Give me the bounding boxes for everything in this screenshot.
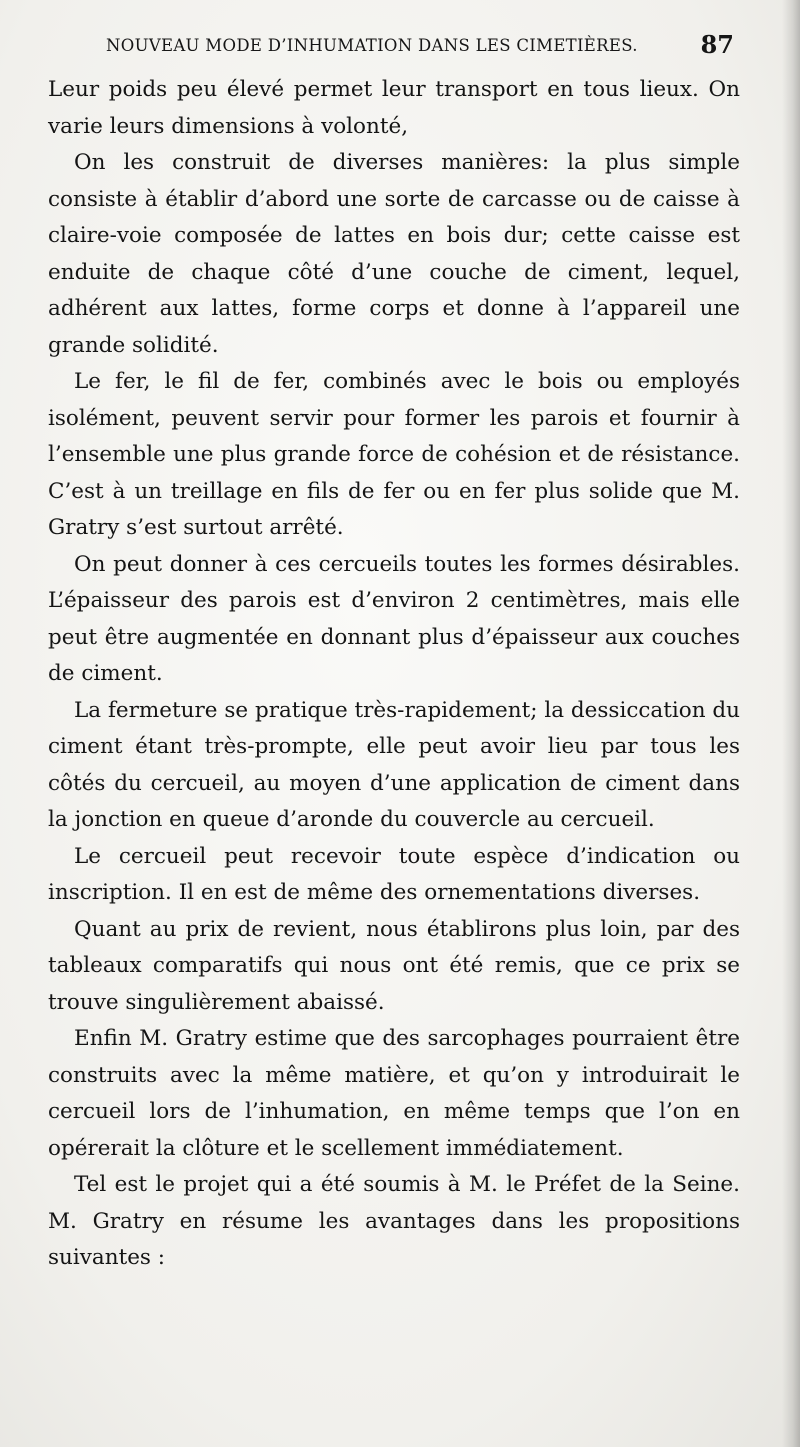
paragraph: Le cercueil peut recevoir toute espèce d’indication ou inscription. Il en est de même des ornementations diverses. (48, 843, 740, 905)
paragraph: On peut donner à ces cercueils toutes les formes désirables. L’épaisseur des parois est d’environ 2 centimètres, mais elle peut être augmentée en donnant plus d’épaisseur aux couches de ciment. (48, 551, 740, 686)
page-header (48, 28, 738, 62)
page-body (48, 72, 740, 1277)
page-number: 87 (700, 30, 734, 59)
paragraph: La fermeture se pratique très-rapidement; la dessiccation du ciment étant très-prompte, elle peut avoir lieu par tous les côtés du cercueil, au moyen d’une application de ciment dans la jonction en queue d’aronde du couvercle au cercueil. (48, 697, 740, 832)
paragraph: Enfin M. Gratry estime que des sarcophages pourraient être construits avec la même matière, et qu’on y introduirait le cercueil lors de l’inhumation, en même temps que l’on en opérerait la clôture et le scellement immédiatement. (48, 1026, 740, 1161)
paragraph: Tel est le projet qui a été soumis à M. le Préfet de la Seine. M. Gratry en résume les avantages dans les propositions suivantes : (48, 1172, 740, 1270)
page-edge-shadow (782, 0, 800, 1447)
paragraph: Le fer, le fil de fer, combinés avec le bois ou employés isolément, peuvent servir pour former les parois et fournir à l’ensemble une plus grande force de cohésion et de résistance. C’est à un treillage en fils de fer ou en fer plus solide que M. Gratry s’est surtout arrêté. (48, 369, 740, 540)
running-head: NOUVEAU MODE D’INHUMATION DANS LES CIMETIÈRES. (106, 36, 638, 55)
paragraph: Leur poids peu élevé permet leur transport en tous lieux. On varie leurs dimensions à volonté, (48, 77, 740, 139)
paragraph: Quant au prix de revient, nous établirons plus loin, par des tableaux comparatifs qui nous ont été remis, que ce prix se trouve singulièrement abaissé. (48, 916, 740, 1015)
paragraph: On les construit de diverses manières: la plus simple consiste à établir d’abord une sorte de carcasse ou de caisse à claire-voie composée de lattes en bois dur; cette caisse est enduite de chaque côté d’une couche de ciment, lequel, adhérent aux lattes, forme corps et donne à l’appareil une grande solidité. (48, 150, 740, 358)
